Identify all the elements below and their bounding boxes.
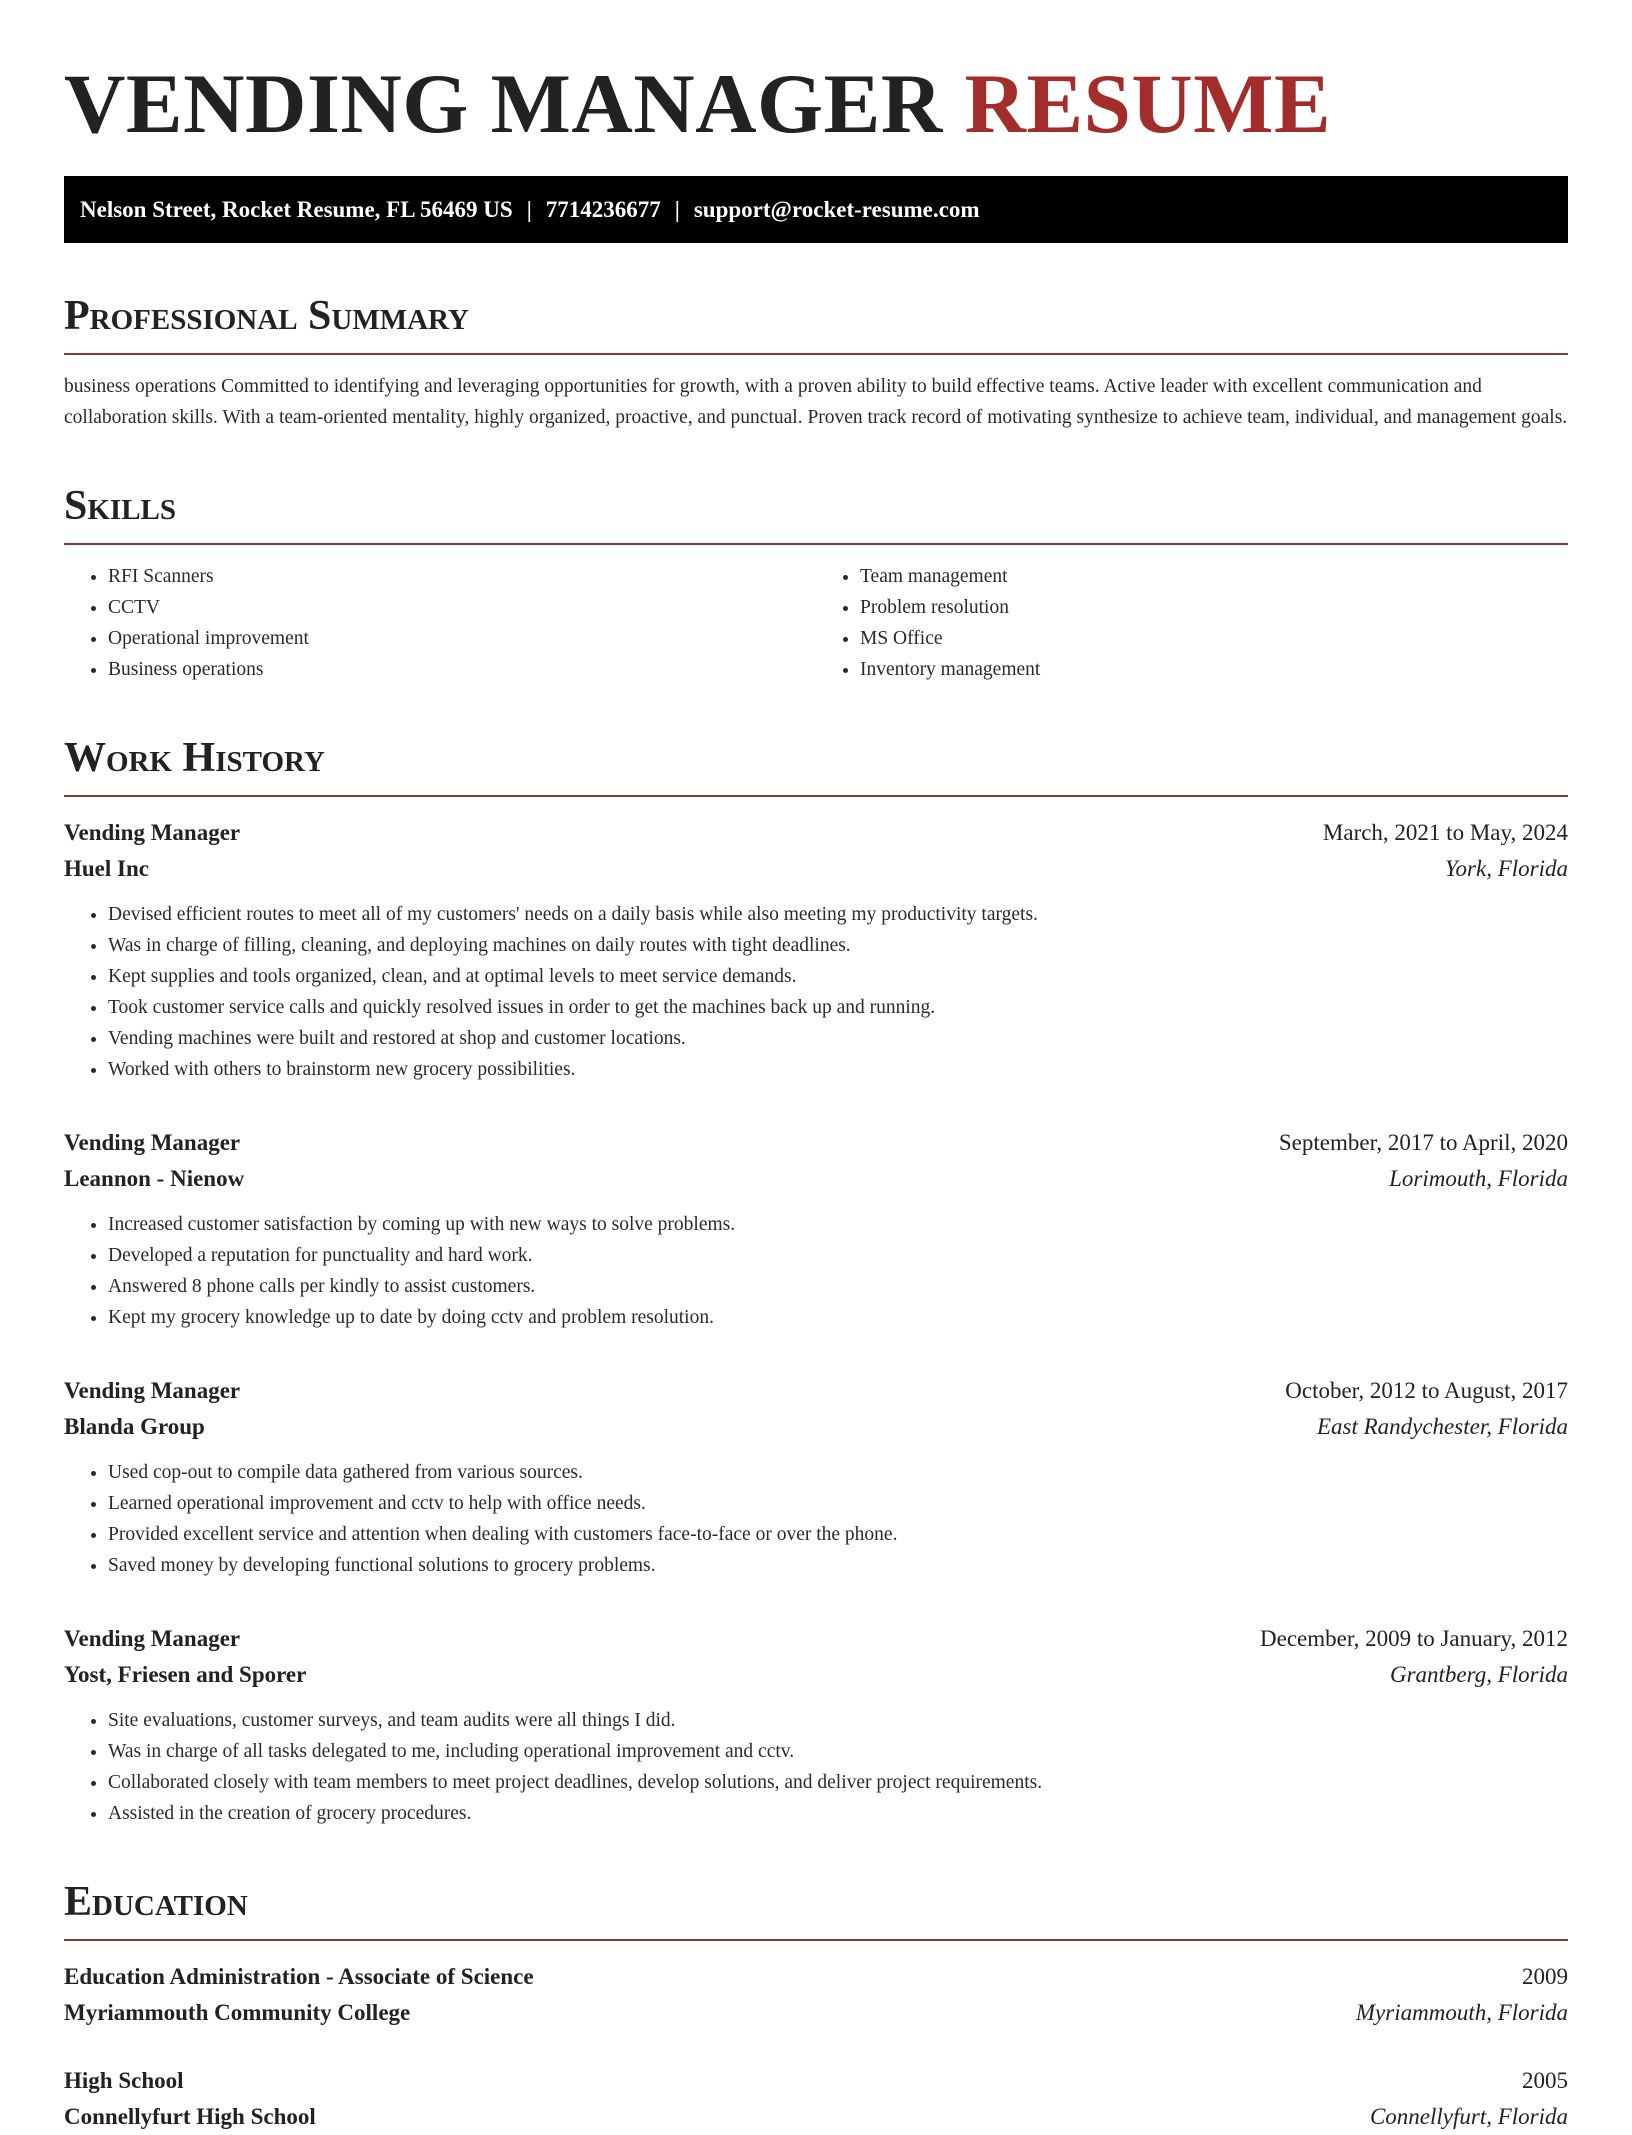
job-dates: December, 2009 to January, 2012 [1260,1626,1568,1651]
job-bullet: • Was in charge of all tasks delegated to me, including operational improvement and cctv. [108,1736,1568,1767]
skill-item: • CCTV [108,592,816,623]
skill-item: • Team management [860,561,1568,592]
skill-item: • RFI Scanners [108,561,816,592]
job-company-row [64,1409,1568,1445]
skill-item: • Operational improvement [108,623,816,654]
education-location: Myriammouth, Florida [1355,2000,1568,2025]
education-school: Connellyfurt High School [64,2104,316,2129]
job-bullet: • Provided excellent service and attention when dealing with customers face-to-face or over the phone. [108,1519,1568,1550]
job-bullets [64,1457,1568,1581]
job-location: York, Florida [1444,856,1568,881]
education-degree: High School [64,2068,184,2093]
job-title: Vending Manager [64,820,241,845]
job-header-row [64,1125,1568,1161]
job-header-row [64,1373,1568,1409]
education-heading: Education [64,1877,1568,1941]
job-bullet: • Developed a reputation for punctuality and hard work. [108,1240,1568,1271]
job-bullet: • Answered 8 phone calls per kindly to assist customers. [108,1271,1568,1302]
skills-heading: Skills [64,481,1568,545]
job-bullet: • Took customer service calls and quickly resolved issues in order to get the machines back up and running. [108,992,1568,1023]
job-bullets [64,899,1568,1085]
job-entry [64,1621,1568,1829]
job-entry [64,1125,1568,1333]
skill-item: • Business operations [108,654,816,685]
job-title: Vending Manager [64,1626,241,1651]
job-bullet: • Increased customer satisfaction by coming up with new ways to solve problems. [108,1209,1568,1240]
skill-item: • MS Office [860,623,1568,654]
job-bullet: • Used cop-out to compile data gathered from various sources. [108,1457,1568,1488]
job-bullet: • Assisted in the creation of grocery procedures. [108,1798,1568,1829]
job-dates: October, 2012 to August, 2017 [1285,1378,1568,1403]
education-header-row [64,1959,1568,1995]
job-bullet: • Devised efficient routes to meet all of my customers' needs on a daily basis while also meeting my productivity targets. [108,899,1568,930]
education-year: 2009 [1522,1964,1568,1989]
job-bullet: • Worked with others to brainstorm new grocery possibilities. [108,1054,1568,1085]
job-dates: September, 2017 to April, 2020 [1278,1130,1568,1155]
skills-column-right [816,561,1568,685]
skills-column-left [64,561,816,685]
education-entry [64,2063,1568,2135]
job-company-row [64,1161,1568,1197]
job-location: Grantberg, Florida [1389,1662,1568,1687]
job-header-row [64,815,1568,851]
job-company: Leannon - Nienow [64,1166,245,1191]
education-entry [64,1959,1568,2031]
education-school: Myriammouth Community College [64,2000,411,2025]
job-bullet: • Learned operational improvement and cctv to help with office needs. [108,1488,1568,1519]
job-bullets [64,1705,1568,1829]
summary-heading: Professional Summary [64,291,1568,355]
contact-bar [64,176,1568,243]
contact-address: Nelson Street, Rocket Resume, FL 56469 US [80,197,513,222]
job-header-row [64,1621,1568,1657]
job-title: Vending Manager [64,1130,241,1155]
job-bullet: • Kept supplies and tools organized, clean, and at optimal levels to meet service demands. [108,961,1568,992]
job-bullet: • Was in charge of filling, cleaning, and deploying machines on daily routes with tight deadlines. [108,930,1568,961]
summary-text: business operations Committed to identifying and leveraging opportunities for growth, with a proven ability to build effective teams. Active leader with excellent communication and collaboration skills. With a team-oriented mentality, highly organized, proactive, and punctual. Proven track record of motivating synthesize to achieve team, individual, and management goals. [64,376,1568,428]
job-company-row [64,1657,1568,1693]
education-degree: Education Administration - Associate of Science [64,1964,534,1989]
resume-title [64,54,1568,154]
job-location: East Randychester, Florida [1316,1414,1568,1439]
education-school-row [64,2099,1568,2135]
contact-separator: | [526,197,532,222]
education-location: Connellyfurt, Florida [1369,2104,1568,2129]
title-accent: RESUME [964,57,1332,151]
job-bullet: • Saved money by developing functional solutions to grocery problems. [108,1550,1568,1581]
job-dates: March, 2021 to May, 2024 [1322,820,1568,845]
job-bullet: • Vending machines were built and restored at shop and customer locations. [108,1023,1568,1054]
skill-item: • Problem resolution [860,592,1568,623]
job-bullets [64,1209,1568,1333]
job-bullet: • Site evaluations, customer surveys, and team audits were all things I did. [108,1705,1568,1736]
job-company-row [64,851,1568,887]
work-history-heading: Work History [64,733,1568,797]
education-header-row [64,2063,1568,2099]
contact-email: support@rocket-resume.com [693,197,980,222]
job-company: Blanda Group [64,1414,205,1439]
contact-separator: | [674,197,680,222]
job-entry [64,1373,1568,1581]
skill-item: • Inventory management [860,654,1568,685]
education-school-row [64,1995,1568,2031]
job-bullet: • Collaborated closely with team members to meet project deadlines, develop solutions, and deliver project requirements. [108,1767,1568,1798]
job-title: Vending Manager [64,1378,241,1403]
education-year: 2005 [1522,2068,1568,2093]
job-company: Huel Inc [64,856,149,881]
contact-phone: 7714236677 [545,197,661,222]
job-bullet: • Kept my grocery knowledge up to date by doing cctv and problem resolution. [108,1302,1568,1333]
job-location: Lorimouth, Florida [1389,1166,1568,1191]
title-main: VENDING MANAGER [64,57,943,151]
job-company: Yost, Friesen and Sporer [64,1662,307,1687]
job-entry [64,815,1568,1085]
skills-list [64,561,1568,685]
